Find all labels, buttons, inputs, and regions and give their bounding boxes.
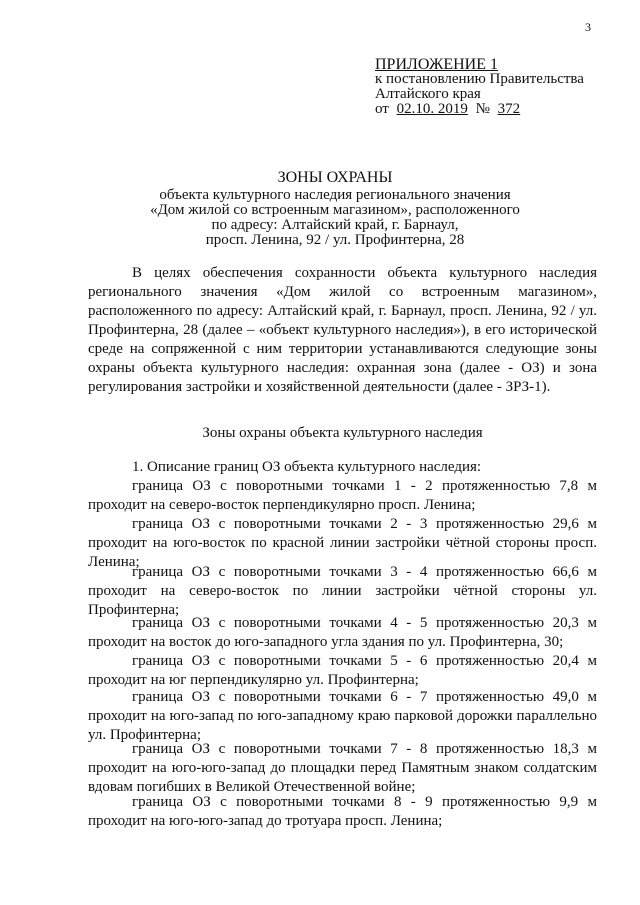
intro-paragraph: В целях обеспечения сохранности объекта культурного наследия регионального значения «Дом жилой со встроенным магазином», расположенного по адресу: Алтайский край, г. Барнаул, просп. Ленина, 92 / ул. Профинтерна, 28 (далее – «объект культурного наследия»), в его исторической среде на сопряженной с ним территории устанавливаются следующие зоны охраны объекта культурного наследия: охранная зона (далее - ОЗ) и зона регулирования застройки и хозяйственной деятельности (далее - ЗРЗ-1). xyxy=(88,265,597,395)
heading-line-2: «Дом жилой со встроенным магазином», расположенного xyxy=(150,202,520,218)
decree-date: 02.10. 2019 xyxy=(396,101,468,117)
from-label: от xyxy=(375,101,389,117)
boundary-item-8: граница ОЗ с поворотными точками 8 - 9 протяженностью 9,9 м проходит на юго-юго-запад до тротуара просп. Ленина; xyxy=(88,794,597,829)
heading-line-3: по адресу: Алтайский край, г. Барнаул, xyxy=(211,217,459,233)
section-title: Зоны охраны объекта культурного наследия xyxy=(202,425,483,441)
page-number: 3 xyxy=(585,20,591,34)
appendix-line-1: к постановлению Правительства xyxy=(375,71,584,87)
boundary-item-7: граница ОЗ с поворотными точками 7 - 8 протяженностью 18,3 м проходит на юго-юго-запад до площадки перед Памятным знаком солдатским вдовам погибших в Великой Отечественной войне; xyxy=(88,741,597,795)
boundary-item-3: граница ОЗ с поворотными точками 3 - 4 протяженностью 66,6 м проходит на северо-восток по линии застройки чётной стороны ул. Профинтерна; xyxy=(88,564,597,618)
boundary-item-2: граница ОЗ с поворотными точками 2 - 3 протяженностью 29,6 м проходит на юго-восток по красной линии застройки чётной стороны просп. Ленина; xyxy=(88,516,597,570)
heading-title: ЗОНЫ ОХРАНЫ xyxy=(277,169,393,186)
boundary-item-6: граница ОЗ с поворотными точками 6 - 7 протяженностью 49,0 м проходит на юго-запад по юго-западному краю парковой дорожки параллельно ул. Профинтерна; xyxy=(88,689,597,743)
heading-line-4: просп. Ленина, 92 / ул. Профинтерна, 28 xyxy=(205,232,465,248)
boundary-item-5: граница ОЗ с поворотными точками 5 - 6 протяженностью 20,4 м проходит на юг перпендикулярно ул. Профинтерна; xyxy=(88,653,597,688)
list-heading: 1. Описание границ ОЗ объекта культурного наследия: xyxy=(132,459,482,475)
number-label: № xyxy=(475,101,490,117)
boundary-item-1: граница ОЗ с поворотными точками 1 - 2 протяженностью 7,8 м проходит на северо-восток перпендикулярно просп. Ленина; xyxy=(88,478,597,513)
appendix-block xyxy=(375,57,584,117)
document-heading xyxy=(120,170,550,248)
heading-line-1: объекта культурного наследия регионального значения xyxy=(159,187,511,203)
appendix-date-line xyxy=(375,102,584,117)
boundary-item-4: граница ОЗ с поворотными точками 4 - 5 протяженностью 20,3 м проходит на восток до юго-западного угла здания по ул. Профинтерна, 30; xyxy=(88,615,597,650)
appendix-line-2: Алтайского края xyxy=(375,86,481,102)
decree-number: 372 xyxy=(497,101,521,117)
appendix-title: ПРИЛОЖЕНИЕ 1 xyxy=(375,56,499,73)
